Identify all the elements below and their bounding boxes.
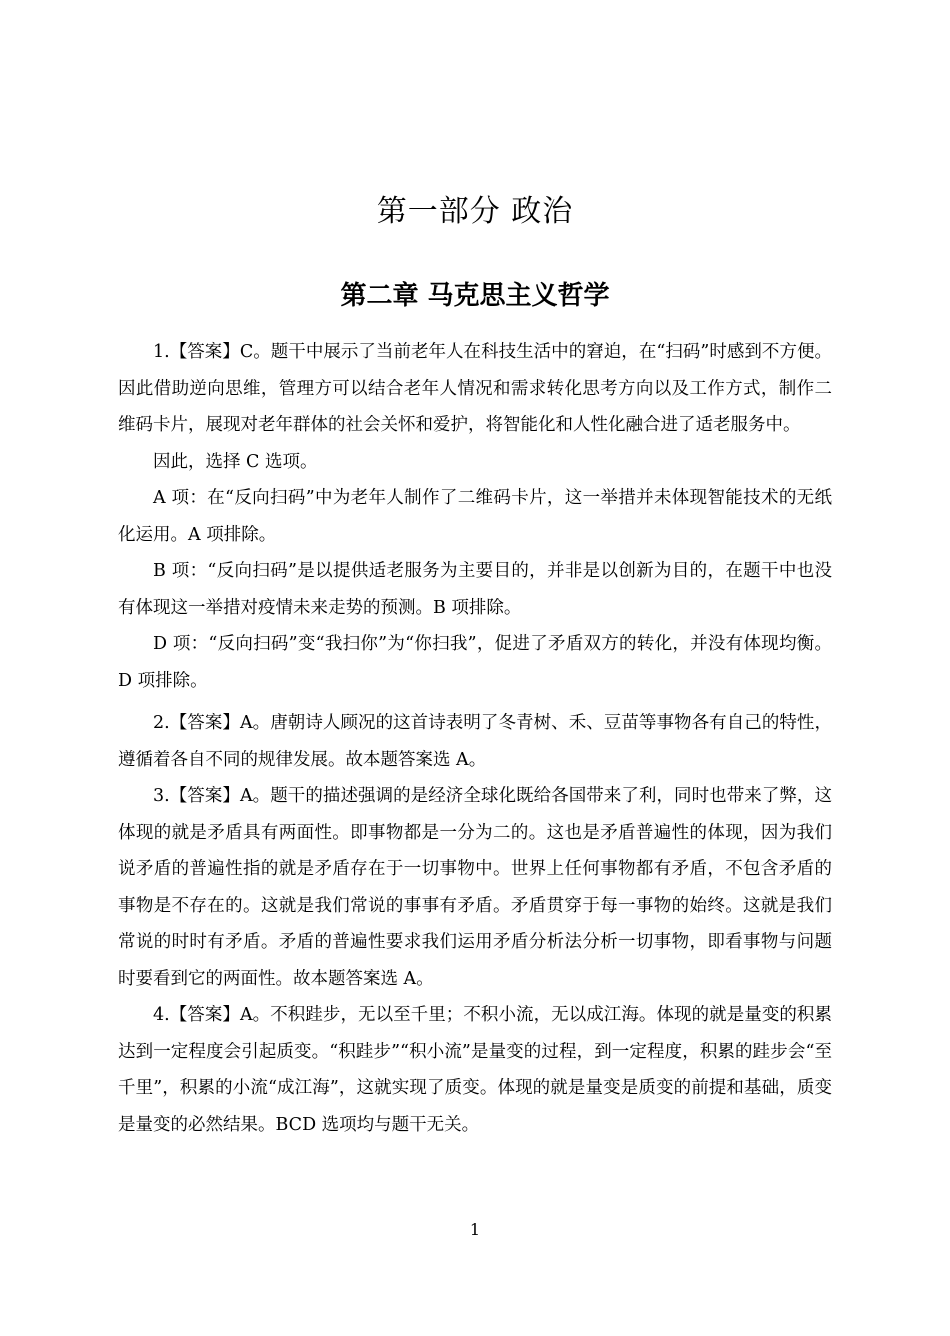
chapter-title: 第二章 马克思主义哲学 (340, 281, 610, 311)
paragraph-q3-answer: 3.【答案】A。题干的描述强调的是经济全球化既给各国带来了利，同时也带来了弊，这体现的就是矛盾具有两面性。即事物都是一分为二的。这也是矛盾普遍性的体现，因为我们说矛盾的普遍性指的就是矛盾存在于一切事物中。世界上任何事物都有矛盾，不包含矛盾的事物是不存在的。这就是我们常说的事事有矛盾。矛盾贯穿于每一事物的始终。这就是我们常说的时时有矛盾。矛盾的普遍性要求我们运用矛盾分析法分析一切事物，即看事物与问题时要看到它的两面性。故本题答案选 A。 (118, 786, 832, 989)
page-number: 1 (469, 1220, 481, 1239)
answer-explanations (118, 334, 832, 1143)
paragraph-q1-answer: 1.【答案】C。题干中展示了当前老年人在科技生活中的窘迫，在“扫码”时感到不方便。因此借助逆向思维，管理方可以结合老年人情况和需求转化思考方向以及工作方式，制作二维码卡片，展现对老年群体的社会关怀和爱护，将智能化和人性化融合进了适老服务中。 (118, 342, 832, 435)
paragraph-q1-option-d: D 项：“反向扫码”变“我扫你”为“你扫我”，促进了矛盾双方的转化，并没有体现均衡。D 项排除。 (118, 634, 832, 691)
paragraph-q1-option-b: B 项：“反向扫码”是以提供适老服务为主要目的，并非是以创新为目的，在题干中也没有体现这一举措对疫情未来走势的预测。B 项排除。 (118, 561, 832, 618)
paragraph-q1-conclusion: 因此，选择 C 选项。 (153, 451, 318, 472)
paragraph-q2-answer: 2.【答案】A。唐朝诗人顾况的这首诗表明了冬青树、禾、豆苗等事物各有自己的特性，遵循着各自不同的规律发展。故本题答案选 A。 (118, 713, 832, 770)
part-title: 第一部分 政治 (376, 194, 574, 229)
paragraph-q1-option-a: A 项：在“反向扫码”中为老年人制作了二维码卡片，这一举措并未体现智能技术的无纸化运用。A 项排除。 (118, 488, 832, 545)
paragraph-q4-answer: 4.【答案】A。不积跬步，无以至千里；不积小流，无以成江海。体现的就是量变的积累达到一定程度会引起质变。“积跬步”“积小流”是量变的过程，到一定程度，积累的跬步会“至千里”，积累的小流“成江海”，这就实现了质变。体现的就是量变是质变的前提和基础，质变是量变的必然结果。BCD 选项均与题干无关。 (118, 1005, 832, 1135)
